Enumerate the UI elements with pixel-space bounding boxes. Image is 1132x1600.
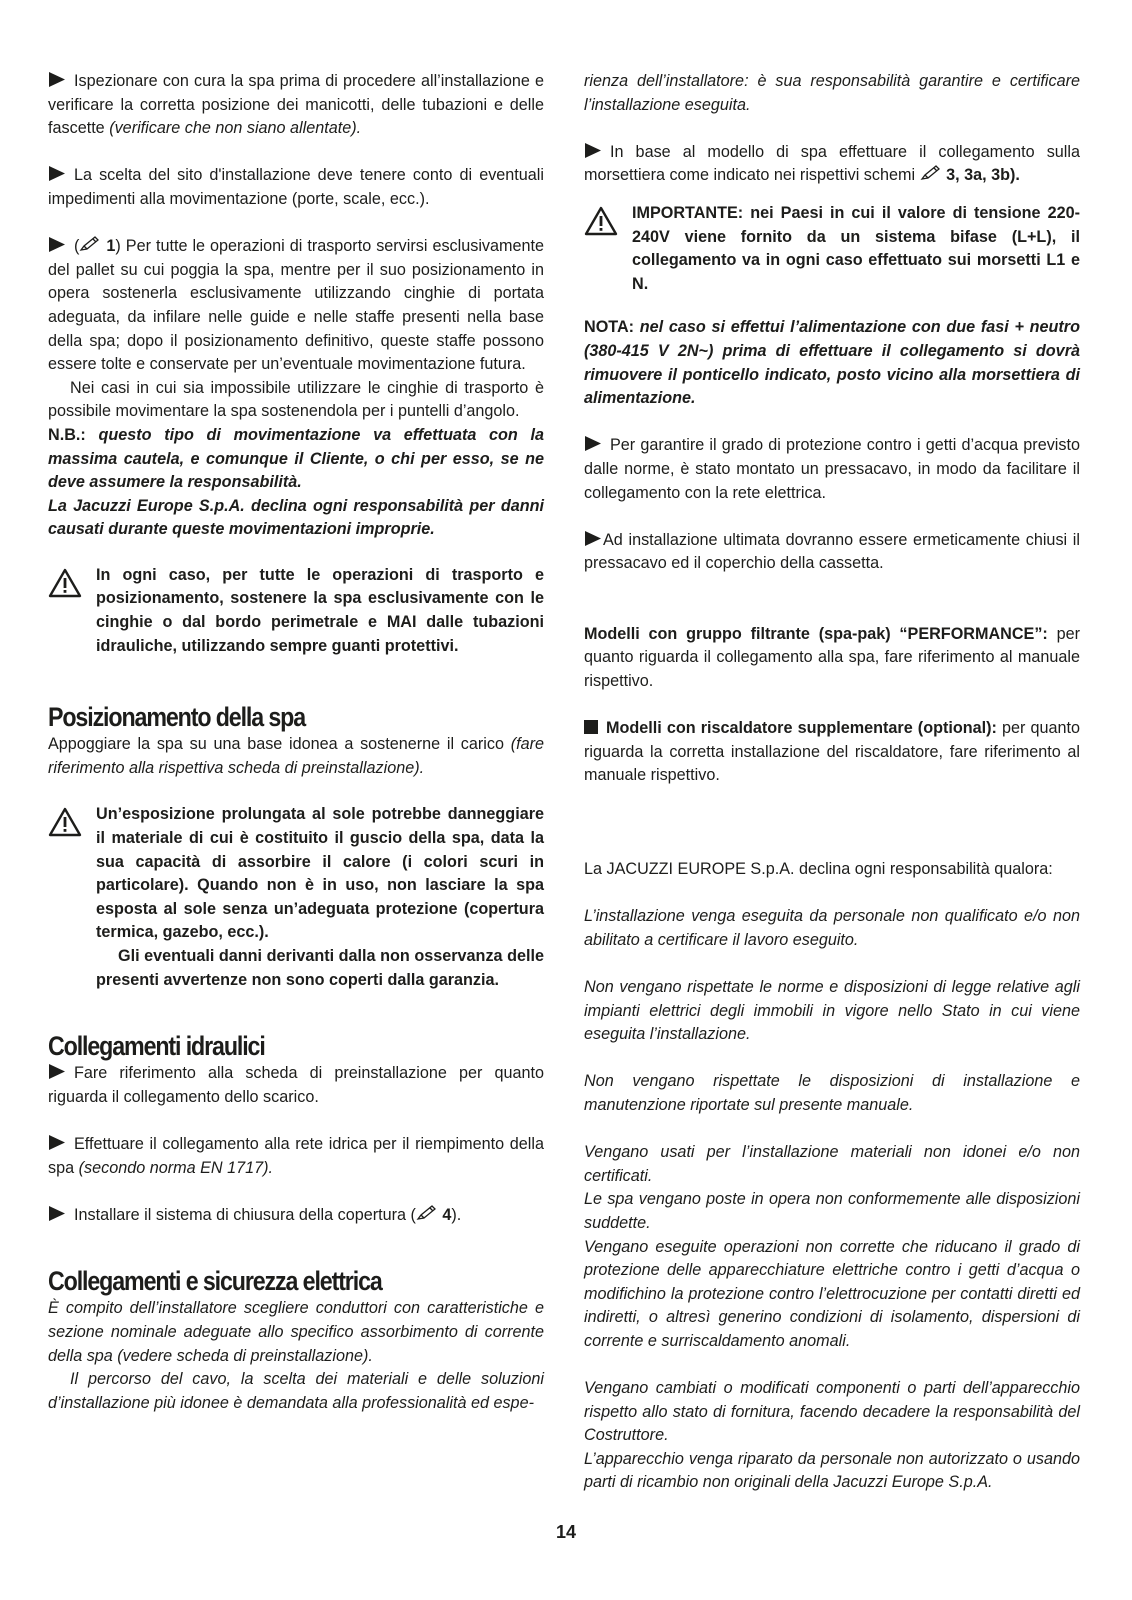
left-column [48,70,544,1415]
paragraph-terminal: In base al modello di spa effettuare il collegamento sulla morsettiera come indicato nei rispettivi schemi 3, 3a, 3b). [584,142,1080,185]
paragraph-transport: ( 1) Per tutte le operazioni di trasporto servirsi esclusivamente del pallet su cui poggia la spa, mentre per il suo posizionamento in opera sostenerla esclusivamente utilizzando cinghie di portata adeguata, da infilare nelle guide e nelle staffe presenti nella base della spa; dopo il posizionamento definitivo, queste staffe possono essere tolte e conservate per un’eventuale movimentazione futura. [48,237,545,374]
heading-hydraulic: Collegamenti idraulici [48,1031,265,1062]
liability-item: Non vengano rispettate le norme e disposizioni di legge relative agli impianti elettrici degli immobili in vigore nello Stato in cui viene eseguita l’installazione. [584,978,1080,1044]
paragraph-cover: Installare il sistema di chiusura della copertura ( 4). [48,1204,544,1228]
warning-sun-guarantee: Gli eventuali danni derivanti dalla non osservanza delle presenti avvertenze non sono coperti dalla garanzia. [96,947,544,989]
pencil-figure-icon [920,165,942,181]
arrow-bullet-icon [48,1206,66,1221]
arrow-bullet-icon [48,237,66,252]
liability-item: L’apparecchio venga riparato da personale non autorizzato o usando parti di ricambio non originali della Jacuzzi Europe S.p.A. [584,1449,1080,1492]
paragraph-site: La scelta del sito d'installazione deve tenere conto di eventuali impedimenti alla movimentazione (porte, scale, ecc.). [48,166,544,208]
pencil-figure-icon [79,236,101,252]
paragraph-positioning: Appoggiare la spa su una base idonea a sostenerne il carico (fare riferimento alla rispettiva scheda di preinstallazione). [48,735,545,777]
page-number: 14 [555,1522,577,1542]
warning-triangle-icon [584,206,618,236]
warning-triangle-icon [48,807,82,837]
warning-sun [48,803,544,992]
paragraph-performance: Modelli con gruppo filtrante (spa-pak) “PERFORMANCE”: per quanto riguarda il collegamento alla spa, fare riferimento al manuale rispettivo. [584,624,1081,691]
paragraph-drain: Fare riferimento alla scheda di preinstallazione per quanto riguarda il collegamento dello scarico. [48,1064,544,1106]
paragraph-electric-1: È compito dell’installatore scegliere conduttori con caratteristiche e sezione nominale adeguate allo specifico assorbimento di corrente della spa (vedere scheda di preinstallazione). [48,1299,544,1365]
paragraph-electric-2: Il percorso del cavo, la scelta dei materiali e delle soluzioni d’installazione più idonee è demandata alla professionalità ed espe- [48,1370,544,1412]
warning-transport-text: In ogni caso, per tutte le operazioni di trasporto e posizionamento, sostenere la spa esclusivamente con le cinghie o dal bordo perimetrale e MAI dalle tubazioni idrauliche, utilizzando sempre guanti protettivi. [96,565,544,655]
disclaimer-movements: La Jacuzzi Europe S.p.A. declina ogni responsabilità per danni causati durante queste movimentazioni improprie. [48,496,544,539]
liability-item: Non vengano rispettate le disposizioni di installazione e manutenzione riportate sul presente manuale. [584,1072,1080,1114]
warning-triangle-icon [48,568,82,598]
warning-important-text: IMPORTANTE: nei Paesi in cui il valore di tensione 220-240V viene fornito da un sistema bifase (L+L), il collegamento va in ogni caso effettuato sui morsetti L1 e N. [632,203,1080,293]
warning-sun-text: Un’esposizione prolungata al sole potrebbe danneggiare il materiale di cui è costituito il guscio della spa, data la sua capacità di assorbire il calore (i colori scuri in particolare). Quando non è in uso, non lasciare la spa esposta al sole senza un’adeguata protezione (copertura termica, gazebo, ecc.). [96,805,544,942]
liability-item: Vengano eseguite operazioni non corrette che riducano il grado di protezione delle apparecchiature elettriche contro i getti d’acqua o modifichino la protezione contro l’elettrocuzione per contatti diretti ed indiretti, o altresì generino condizioni di isolamento, dispersioni di corrente e surriscaldamento anomali. [584,1237,1080,1350]
liability-item: Vengano usati per l’installazione materiali non idonei e/o non certificati. [584,1143,1080,1185]
note-nota: NOTA: nel caso si effettui l’alimentazione con due fasi + neutro (380-415 V 2N~) prima di effettuare il collegamento si dovrà rimuovere il ponticello indicato, posto vicino alla morsettiera di alimentazione. [584,318,1080,408]
paragraph-inspect: Ispezionare con cura la spa prima di procedere all’installazione e verificare la corretta posizione dei manicotti, delle tubazioni e delle fascette (verificare che non siano allentate). [48,72,544,138]
paragraph-corners: Nei casi in cui sia impossibile utilizzare le cinghie di trasporto è possibile movimentare la spa sostenendola per i puntelli d’angolo. [48,378,544,421]
liability-item: Le spa vengano poste in opera non conformemente alle disposizioni suddette. [584,1190,1080,1232]
paragraph-sealed: Ad installazione ultimata dovranno essere ermeticamente chiusi il pressacavo ed il coperchio della cassetta. [584,530,1080,573]
arrow-bullet-icon [584,143,602,158]
paragraph-cable-gland: Per garantire il grado di protezione contro i getti d’acqua previsto dalle norme, è stato montato un pressacavo, in modo da facilitare il collegamento con la rete elettrica. [584,436,1080,502]
square-bullet-icon [584,720,598,734]
note-nb: N.B.: questo tipo di movimentazione va effettuata con la massima cautela, e comunque il Cliente, o chi per esso, se ne deve assumere la responsabilità. [48,425,545,492]
liability-item: Vengano cambiati o modificati componenti o parti dell’apparecchio rispetto allo stato di fornitura, facendo decadere la responsabilità del Costruttore. [584,1379,1080,1445]
paragraph-continuation: rienza dell’installatore: è sua responsabilità garantire e certificare l’installazione eseguita. [584,72,1080,114]
pencil-figure-icon [416,1205,438,1221]
arrow-bullet-icon [584,436,602,451]
paragraph-water: Effettuare il collegamento alla rete idrica per il riempimento della spa (secondo norma EN 1717). [48,1134,544,1177]
arrow-bullet-icon [48,166,66,181]
warning-transport [48,564,544,658]
right-column [584,70,1080,1495]
arrow-bullet-icon [584,531,602,546]
paragraph-heater: Modelli con riscaldatore supplementare (optional): per quanto riguarda la corretta installazione del riscaldatore, fare riferimento al manuale rispettivo. [584,719,1081,785]
heading-electric: Collegamenti e sicurezza elettrica [48,1266,382,1297]
arrow-bullet-icon [48,72,66,87]
liability-intro: La JACUZZI EUROPE S.p.A. declina ogni responsabilità qualora: [584,860,1053,879]
arrow-bullet-icon [48,1064,66,1079]
warning-important [584,202,1080,296]
liability-item: L’installazione venga eseguita da personale non qualificato e/o non abilitato a certificare il lavoro eseguito. [584,907,1080,949]
arrow-bullet-icon [48,1135,66,1150]
heading-positioning: Posizionamento della spa [48,702,306,733]
